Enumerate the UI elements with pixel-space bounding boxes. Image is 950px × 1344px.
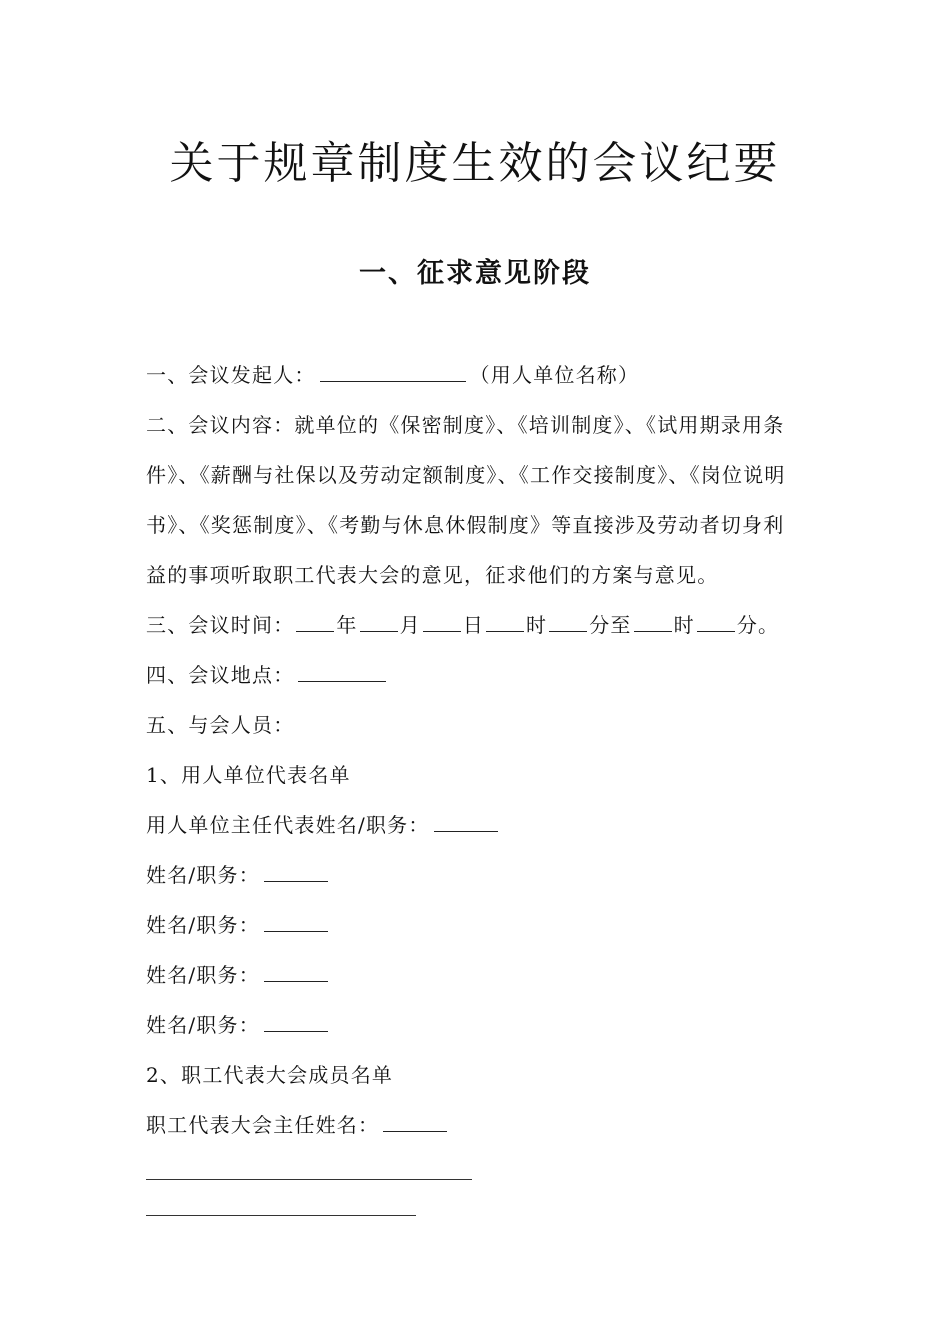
end-hour-unit: 时	[673, 613, 695, 637]
employer-director-blank[interactable]	[434, 813, 498, 832]
month-blank[interactable]	[360, 613, 398, 632]
location-label: 四、会议地点：	[146, 663, 295, 687]
end-minute-unit: 分。	[736, 613, 780, 637]
month-unit: 月	[399, 613, 421, 637]
employer-director-line	[146, 800, 810, 850]
employer-list-heading: 1、用人单位代表名单	[146, 763, 351, 787]
year-blank[interactable]	[296, 613, 334, 632]
minute-to-unit: 分至	[589, 613, 632, 637]
attendees-heading: 五、与会人员：	[146, 713, 295, 737]
name-title-blank[interactable]	[264, 1013, 328, 1032]
name-title-line	[146, 900, 810, 950]
name-title-blank[interactable]	[264, 963, 328, 982]
content-paragraph	[146, 400, 810, 600]
day-unit: 日	[462, 613, 485, 637]
day-blank[interactable]	[423, 613, 461, 632]
congress-director-line	[146, 1100, 810, 1150]
name-title-label: 姓名/职务：	[146, 1013, 260, 1037]
minute-blank[interactable]	[549, 613, 587, 632]
congress-director-blank[interactable]	[383, 1113, 447, 1132]
blank-rule-line[interactable]	[146, 1215, 416, 1216]
name-title-blank[interactable]	[264, 913, 328, 932]
time-label: 三、会议时间：	[146, 613, 295, 637]
end-hour-blank[interactable]	[634, 613, 672, 632]
blank-rule-line[interactable]	[146, 1179, 472, 1180]
content-line: 书》、《奖惩制度》、《考勤与休息休假制度》等直接涉及劳动者切身利	[146, 513, 785, 537]
content-line: 件》、《薪酬与社保以及劳动定额制度》、《工作交接制度》、《岗位说明	[146, 463, 786, 487]
name-title-line	[146, 1000, 810, 1050]
initiator-line	[146, 350, 810, 400]
end-minute-blank[interactable]	[697, 613, 735, 632]
year-unit: 年	[336, 613, 358, 637]
name-title-label: 姓名/职务：	[146, 913, 260, 937]
name-title-label: 姓名/职务：	[146, 863, 260, 887]
document-title: 关于规章制度生效的会议纪要	[169, 138, 781, 189]
initiator-label: 一、会议发起人：	[146, 363, 316, 387]
initiator-note: （用人单位名称）	[469, 363, 640, 387]
employer-director-label: 用人单位主任代表姓名/职务：	[146, 813, 430, 837]
hour-unit: 时	[526, 613, 548, 637]
location-line	[146, 650, 810, 700]
name-title-blank[interactable]	[264, 863, 328, 882]
name-title-line	[146, 850, 810, 900]
hour-blank[interactable]	[486, 613, 524, 632]
congress-director-label: 职工代表大会主任姓名：	[146, 1113, 380, 1137]
name-title-line	[146, 950, 810, 1000]
section-title: 一、征求意见阶段	[359, 258, 591, 289]
content-line: 益的事项听取职工代表大会的意见，征求他们的方案与意见。	[146, 563, 719, 587]
time-line	[146, 600, 810, 650]
document-body	[146, 350, 810, 1150]
congress-list-heading: 2、职工代表大会成员名单	[146, 1063, 394, 1087]
initiator-blank[interactable]	[320, 363, 466, 382]
location-blank[interactable]	[298, 663, 386, 682]
content-line: 二、会议内容：就单位的《保密制度》、《培训制度》、《试用期录用条	[146, 413, 785, 437]
name-title-label: 姓名/职务：	[146, 963, 260, 987]
